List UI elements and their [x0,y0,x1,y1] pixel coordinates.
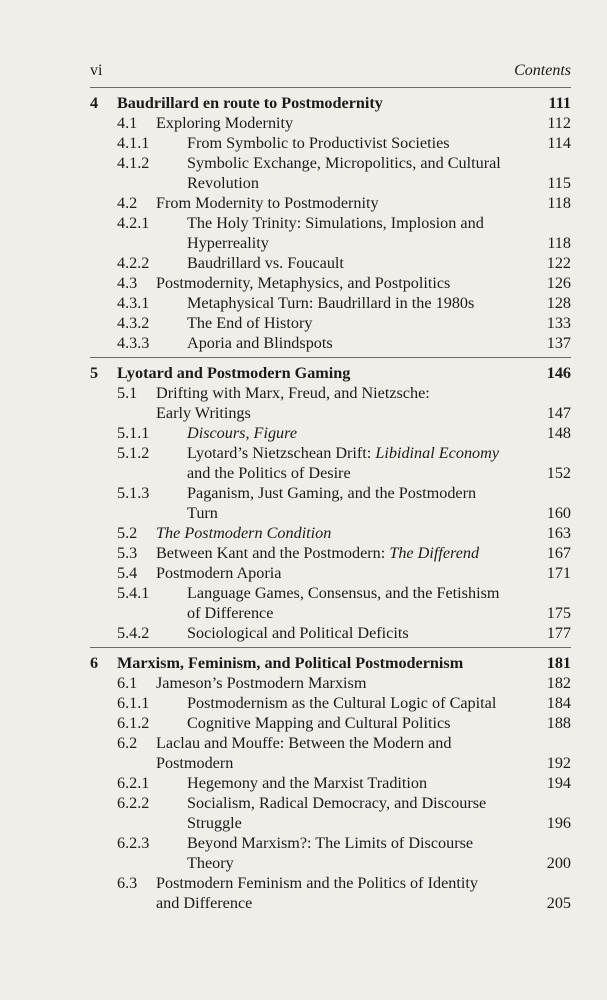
subsection-entry[interactable] [90,693,571,713]
entry-title: Cognitive Mapping and Cultural Politics [187,714,451,732]
entry-title: and Difference [156,894,253,912]
entry-line [90,233,571,253]
entry-title: Postmodern Aporia [156,564,282,582]
entry-page-number: 128 [546,294,571,312]
entry-title: Drifting with Marx, Freud, and Nietzsche: [156,384,430,402]
entry-number: 6.2 [117,734,138,752]
entry-line [90,673,571,693]
chapter-divider [90,87,571,88]
entry-line [90,213,571,233]
entry-line [90,483,571,503]
entry-title: of Difference [187,604,274,622]
entry-line [90,443,571,463]
entry-page-number: 112 [547,114,571,132]
entry-title: Jameson’s Postmodern Marxism [156,674,367,692]
section-entry[interactable] [90,113,571,133]
entry-title: Metaphysical Turn: Baudrillard in the 1980s [187,294,475,312]
entry-number: 5.4.2 [117,624,150,642]
entry-number: 5.1 [117,384,138,402]
section-entry[interactable] [90,563,571,583]
section-entry[interactable] [90,733,571,773]
entry-page-number: 205 [546,894,571,912]
entry-title: Postmodern [156,754,234,772]
chapter-divider [90,647,571,648]
entry-number: 6.2.2 [117,794,150,812]
entry-line [90,503,571,523]
entry-line [90,583,571,603]
subsection-entry[interactable] [90,213,571,253]
subsection-entry[interactable] [90,253,571,273]
section-entry[interactable] [90,873,571,913]
entry-title: Discours, Figure [187,424,298,442]
entry-line [90,853,571,873]
entry-page-number: 171 [546,564,571,582]
entry-title: The Holy Trinity: Simulations, Implosion and [187,214,484,232]
entry-title: Lyotard’s Nietzschean Drift: Libidinal Economy [187,444,500,462]
entry-number: 4.2.2 [117,254,150,272]
entry-number: 4.1.1 [117,134,150,152]
entry-page-number: 163 [546,524,571,542]
entry-title: Beyond Marxism?: The Limits of Discourse [187,834,474,852]
subsection-entry[interactable] [90,623,571,643]
chapter-title: Baudrillard en route to Postmodernity [117,94,383,112]
running-title: Contents [514,62,571,79]
entry-line [90,463,571,483]
subsection-entry[interactable] [90,293,571,313]
entry-number: 5.1.2 [117,444,150,462]
chapter-title: Marxism, Feminism, and Political Postmodernism [117,654,464,672]
subsection-entry[interactable] [90,333,571,353]
entry-line [90,543,571,563]
entry-line [90,623,571,643]
entry-line [90,423,571,443]
entry-title: Hyperreality [187,234,269,252]
subsection-entry[interactable] [90,313,571,333]
entry-line [90,693,571,713]
entry-line [90,753,571,773]
entry-number: 4.2.1 [117,214,150,232]
entry-page-number: 175 [546,604,571,622]
section-entry[interactable] [90,193,571,213]
chapter-divider [90,357,571,358]
chapter-page-number: 181 [546,654,571,672]
entry-page-number: 196 [546,814,571,832]
entry-number: 6.2.3 [117,834,150,852]
section-entry[interactable] [90,543,571,563]
entry-line [90,733,571,753]
chapter-block [90,363,571,643]
entry-line [90,773,571,793]
entry-title: Struggle [187,814,242,832]
entry-line [90,563,571,583]
entry-page-number: 188 [546,714,571,732]
entry-title: The End of History [187,314,313,332]
subsection-entry[interactable] [90,773,571,793]
entry-line [90,273,571,293]
entry-number: 5.2 [117,524,138,542]
entry-number: 5.4.1 [117,584,150,602]
entry-number: 4.2 [117,194,138,212]
entry-number: 4.1 [117,114,138,132]
entry-title: Early Writings [156,404,251,422]
entry-page-number: 152 [546,464,571,482]
entry-number: 4.3.2 [117,314,150,332]
entry-page-number: 133 [546,314,571,332]
entry-title: Symbolic Exchange, Micropolitics, and Cultural [187,154,501,172]
entry-line [90,813,571,833]
chapter-heading[interactable] [90,363,571,383]
entry-line [90,173,571,193]
subsection-entry[interactable] [90,713,571,733]
subsection-entry[interactable] [90,423,571,443]
entry-line [90,333,571,353]
entry-title: Postmodern Feminism and the Politics of Identity [156,874,478,892]
entry-line [90,313,571,333]
entry-title: The Postmodern Condition [156,524,332,542]
page-header [90,62,571,86]
entry-title: Hegemony and the Marxist Tradition [187,774,428,792]
entry-page-number: 184 [546,694,571,712]
entry-page-number: 148 [546,424,571,442]
entry-title: Revolution [187,174,259,192]
entry-page-number: 192 [546,754,571,772]
chapter-number: 5 [90,364,99,382]
chapter-number: 4 [90,94,99,112]
entry-number: 6.1.1 [117,694,150,712]
entry-line [90,403,571,423]
entry-number: 4.1.2 [117,154,150,172]
entry-page-number: 126 [546,274,571,292]
section-entry[interactable] [90,673,571,693]
subsection-entry[interactable] [90,583,571,623]
entry-line [90,873,571,893]
entry-page-number: 200 [546,854,571,872]
entry-page-number: 122 [546,254,571,272]
entry-page-number: 147 [546,404,571,422]
entry-page-number: 114 [547,134,571,152]
entry-number: 5.4 [117,564,138,582]
entry-line [90,603,571,623]
entry-title: From Modernity to Postmodernity [156,194,379,212]
entry-page-number: 160 [546,504,571,522]
entry-number: 4.3.1 [117,294,150,312]
entry-title: Between Kant and the Postmodern: The Differend [156,544,480,562]
entry-line [90,833,571,853]
entry-page-number: 137 [546,334,571,352]
entry-title: From Symbolic to Productivist Societies [187,134,450,152]
chapter-number: 6 [90,654,99,672]
entry-page-number: 194 [546,774,571,792]
subsection-entry[interactable] [90,133,571,153]
entry-title: Baudrillard vs. Foucault [187,254,344,272]
entry-number: 6.2.1 [117,774,150,792]
chapter-page-number: 111 [548,94,571,112]
entry-page-number: 118 [547,194,571,212]
section-entry[interactable] [90,523,571,543]
entry-number: 5.3 [117,544,138,562]
entry-line [90,713,571,733]
entry-page-number: 118 [547,234,571,252]
entry-line [90,193,571,213]
subsection-entry[interactable] [90,443,571,483]
chapter-heading[interactable] [90,653,571,673]
entry-line [90,293,571,313]
entry-line [90,383,571,403]
chapter-block [90,93,571,353]
entry-page-number: 167 [546,544,571,562]
entry-number: 6.1.2 [117,714,150,732]
subsection-entry[interactable] [90,483,571,523]
section-entry[interactable] [90,383,571,423]
entry-number: 5.1.1 [117,424,150,442]
chapter-heading[interactable] [90,93,571,113]
entry-line [90,793,571,813]
entry-title: and the Politics of Desire [187,464,351,482]
subsection-entry[interactable] [90,793,571,833]
entry-page-number: 177 [546,624,571,642]
entry-line [90,523,571,543]
entry-page-number: 182 [546,674,571,692]
entry-title: Socialism, Radical Democracy, and Discourse [187,794,487,812]
entry-number: 6.1 [117,674,138,692]
entry-title: Postmodernity, Metaphysics, and Postpolitics [156,274,451,292]
entry-number: 6.3 [117,874,138,892]
entry-title: Language Games, Consensus, and the Fetishism [187,584,500,602]
entry-page-number: 115 [547,174,571,192]
section-entry[interactable] [90,273,571,293]
page-number: vi [90,62,103,79]
chapter-block [90,653,571,913]
entry-number: 4.3 [117,274,138,292]
entry-line [90,113,571,133]
entry-title: Exploring Modernity [156,114,294,132]
entry-line [90,893,571,913]
entry-title: Turn [187,504,218,522]
entry-line [90,253,571,273]
entry-title: Paganism, Just Gaming, and the Postmodern [187,484,477,502]
entry-title: Postmodernism as the Cultural Logic of Capital [187,694,497,712]
subsection-entry[interactable] [90,153,571,193]
chapter-page-number: 146 [546,364,571,382]
entry-number: 5.1.3 [117,484,150,502]
entry-line [90,133,571,153]
entry-title: Aporia and Blindspots [187,334,333,352]
entry-number: 4.3.3 [117,334,150,352]
entry-line [90,153,571,173]
entry-title: Theory [187,854,234,872]
entry-title: Sociological and Political Deficits [187,624,409,642]
chapter-title: Lyotard and Postmodern Gaming [117,364,351,382]
subsection-entry[interactable] [90,833,571,873]
entry-title: Laclau and Mouffe: Between the Modern and [156,734,452,752]
